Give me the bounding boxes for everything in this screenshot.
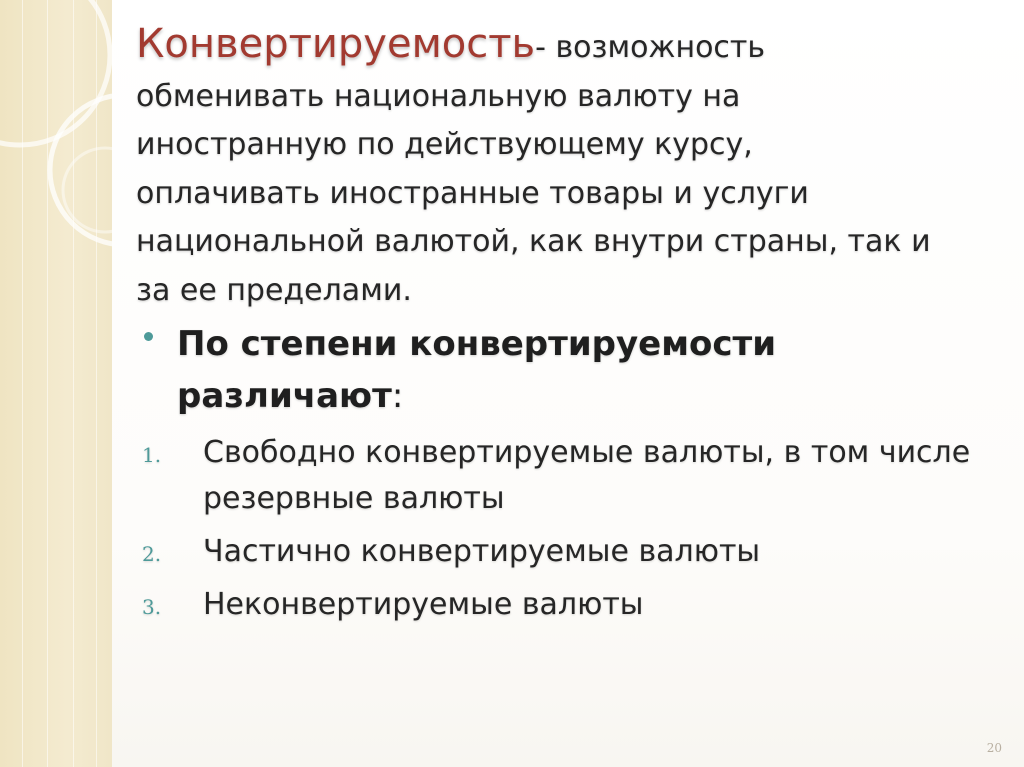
list-number: 1. [142,443,162,467]
definition-line-5: национальной валютой, как внутри страны, так и [136,224,931,259]
list-item-1 [142,430,1002,522]
definition-line-3: иностранную по действующему курсу, [136,127,753,162]
definition-line-1: возможность [545,30,766,65]
term-dash: - [535,30,546,65]
list-number: 3. [142,595,162,619]
definition-line-6: за ее пределами. [136,272,412,308]
bullet-colon: : [391,376,404,416]
bullet-dot-icon [144,332,153,341]
list-item-emphasis: Свободно конвертируемые [203,435,634,470]
numbered-list [142,430,1002,628]
bullet-bold-text: По степени конвертируемости различают [177,324,777,416]
list-item-emphasis: резервные [203,481,374,516]
definition-line-4: оплачивать иностранные товары и услуги [136,175,809,211]
bullet-text [177,318,1004,422]
classification-bullet [144,318,1004,422]
list-number: 2. [142,542,162,566]
list-item-text: Неконвертируемые валюты [203,587,644,622]
definition-paragraph [136,20,1016,315]
list-item-3 [142,582,1002,628]
slide-content [112,0,1024,767]
term-title: Конвертируемость [136,21,536,67]
list-item-text: валюты, в том числе [633,435,971,470]
page-number: 20 [986,741,1002,755]
list-item-text: Частично конвертируемые валюты [203,534,761,569]
definition-line-2: обменивать национальную валюту на [136,78,741,114]
list-item-2 [142,529,1002,575]
list-item-text: валюты [373,481,505,516]
